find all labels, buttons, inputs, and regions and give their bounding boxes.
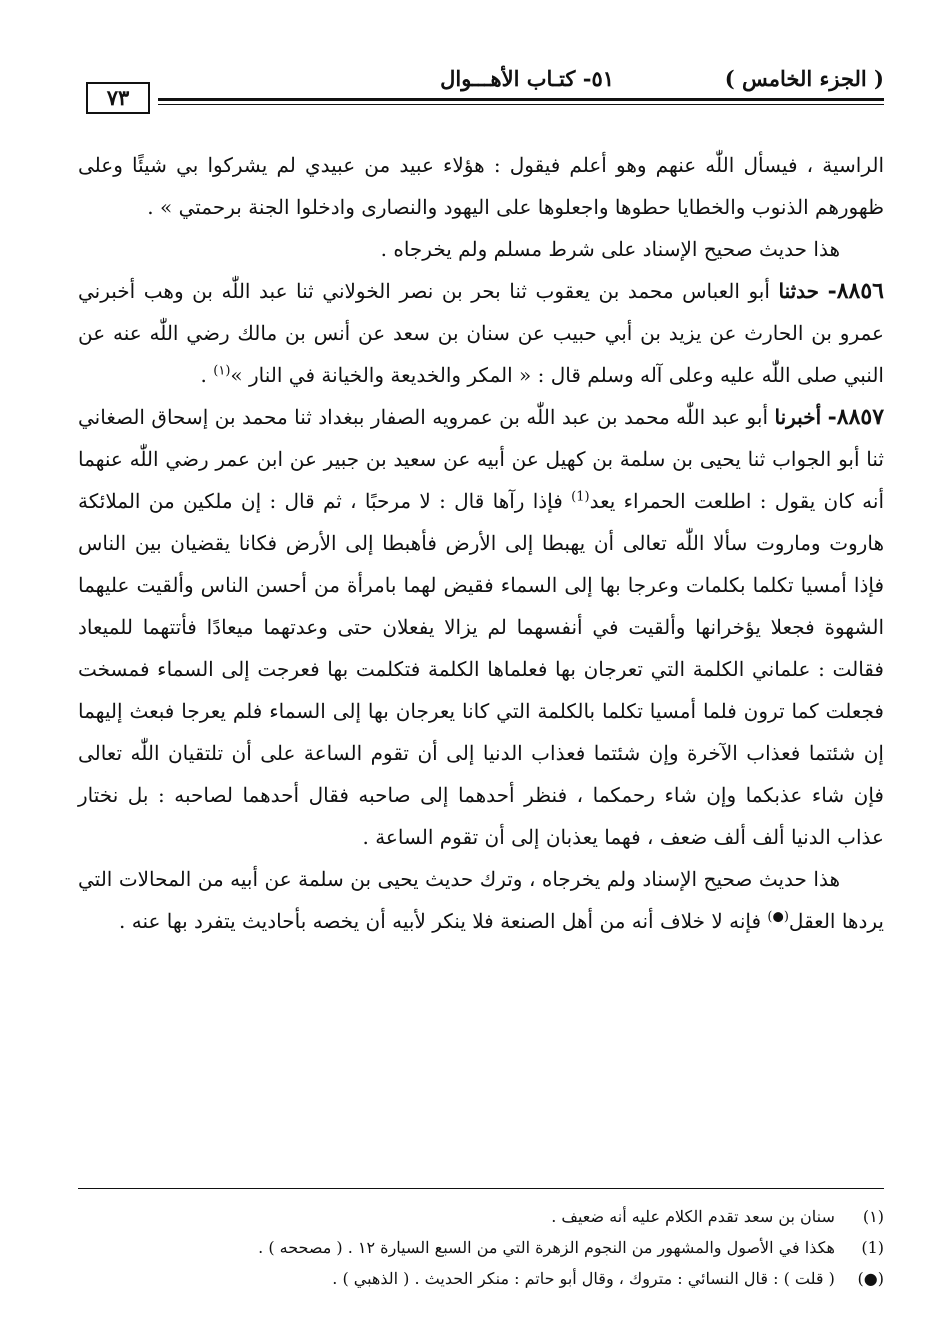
main-text — [78, 144, 884, 942]
hadith-number: ٨٨٥٧- — [827, 404, 885, 430]
footnote — [78, 1263, 884, 1294]
footnote-marker: (1) — [861, 1238, 884, 1257]
header-rule — [158, 98, 884, 105]
hadith-text: أبو العباس محمد بن يعقوب ثنا بحر بن نصر الخولاني ثنا عبد اللّٰه بن وهب أخبرني عمرو بن الحارث عن يزيد بن أبي حبيب عن سنان بن سعد عن أنس بن مالك رضي اللّٰه عنه عن النبي صلى اللّٰه عليه وعلى آله وسلم قال : « المكر والخديعة والخيانة في النار » — [78, 279, 884, 387]
verdict-paragraph-2 — [78, 858, 884, 942]
footnote — [78, 1232, 884, 1263]
footnote-marker: (●) — [857, 1269, 884, 1288]
footnote-marker: (١) — [862, 1207, 884, 1226]
page — [78, 62, 884, 942]
page-number: ٧٣ — [86, 82, 150, 114]
chapter-title: ٥١- كتـاب الأهـــوال — [440, 66, 614, 91]
footnote-reference: (●) — [767, 909, 789, 925]
hadith-text: أبو عبد اللّٰه محمد بن عبد اللّٰه بن عمرويه الصفار ببغداد ثنا محمد بن إسحاق الصغاني ثنا أبو الجواب ثنا يحيى بن سلمة بن كهيل عن أبيه عن سعيد بن جبير عن ابن عمر رضي اللّٰه عنهما أنه كان يقول : اطلعت الحمراء يعد — [78, 405, 884, 513]
verdict-text-end: فإنه لا خلاف أنه من أهل الصنعة فلا ينكر لأبيه أن يخصه بأحاديث يتفرد بها عنه . — [119, 909, 768, 933]
hadith-8857 — [78, 396, 884, 858]
hadith-lead-word: أخبرنا — [774, 405, 822, 429]
running-header — [78, 62, 884, 118]
footnote-reference: (1) — [571, 489, 590, 505]
hadith-lead-word: حدثنا — [778, 279, 820, 303]
hadith-text-continued: فإذا رآها قال : لا مرحبًا ، ثم قال : إن ملكين من الملائكة هاروت وماروت سألا اللّٰه تعالى أن يهبطا إلى الأرض فأهبطا إلى الأرض فكانا يقضيان بين الناس فإذا أمسيا تكلما بكلمات وعرجا بها إلى السماء فقيض لهما بامرأة من أحسن الناس وألقيت عليهما الشهوة فجعلا يؤخرانها وألقيت في أنفسهما لم يزالا يفعلان حتى وعدتهما ميعادًا فأتتهما للميعاد فقالت : علماني الكلمة التي تعرجان بها فعلماها الكلمة فتكلمت بها فعرجت إلى السماء فمسخت فجعلت كما ترون فلما أمسيا تكلما بالكلمة التي كانا يعرجان بها إلى السماء فلم يعرجا فبعث إليهما إن شئتما فعذاب الآخرة وإن شئتما فعذاب الدنيا إلى أن تقوم الساعة على أن تلتقيان اللّٰه تعالى فإن شاء عذبكما وإن شاء رحمكما ، فنظر أحدهما إلى صاحبه فقال أحدهما لصاحبه : بل نختار عذاب الدنيا ألف ألف ضعف ، فهما يعذبان إلى أن تقوم الساعة . — [78, 489, 885, 849]
verdict-text: هذا حديث صحيح الإسناد ولم يخرجاه ، وترك حديث يحيى بن سلمة عن أبيه من المحالات التي يردها العقل — [78, 867, 884, 933]
footnote-text: ( قلت ) : قال النسائي : متروك ، وقال أبو حاتم : منكر الحديث . ( الذهبي ) . — [332, 1269, 835, 1288]
footnotes — [78, 1188, 884, 1294]
volume-label: ( الجزء الخامس ) — [724, 66, 884, 91]
hadith-number: ٨٨٥٦- — [827, 278, 884, 304]
continuation-paragraph: الراسية ، فيسأل اللّٰه عنهم وهو أعلم فيقول : هؤلاء عبيد من عبيدي لم يشركوا بي شيئًا وعلى ظهورهم الذنوب والخطايا حطوها واجعلوها على اليهود والنصارى وادخلوا الجنة برحمتي » . — [78, 153, 884, 219]
verdict-paragraph-1: هذا حديث صحيح الإسناد على شرط مسلم ولم يخرجاه . — [380, 237, 840, 261]
footnote-reference: (١) — [213, 363, 231, 379]
footnote-text: سنان بن سعد تقدم الكلام عليه أنه ضعيف . — [551, 1207, 835, 1226]
footnote-text: هكذا في الأصول والمشهور من النجوم الزهرة التي من السبع السيارة ١٢ . ( مصححه ) . — [258, 1238, 835, 1257]
footnote — [78, 1201, 884, 1232]
hadith-8856 — [78, 270, 884, 396]
hadith-text-end: . — [200, 363, 214, 387]
